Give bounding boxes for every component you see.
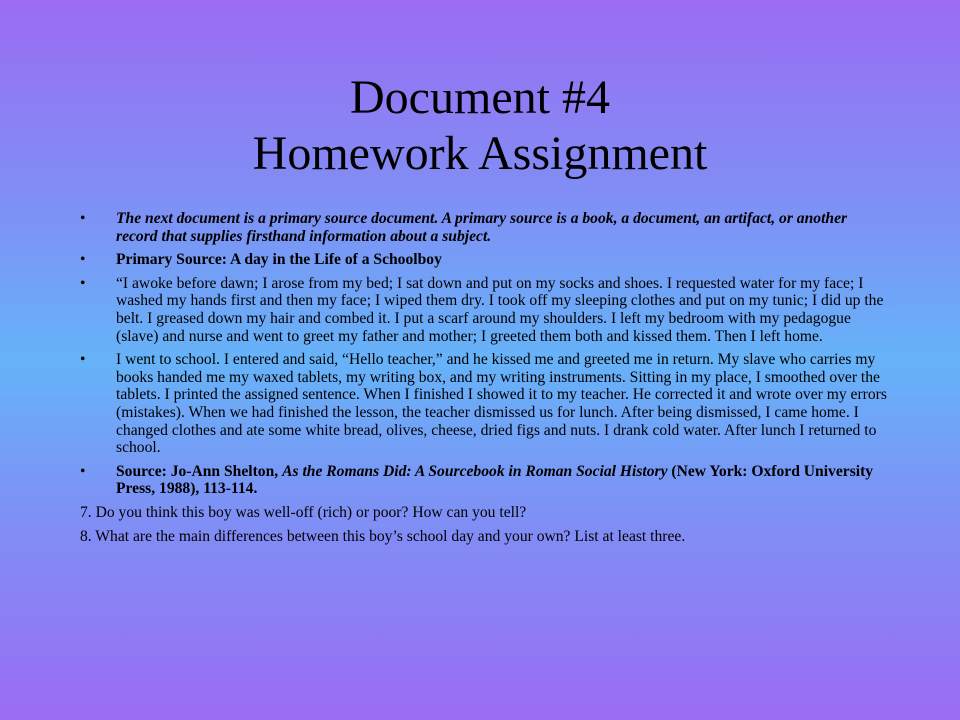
bullet-passage-1: • “I awoke before dawn; I arose from my bed; I sat down and put on my socks and shoes. I requested water for my face; I washed my hands first and then my face; I wiped them dry. I took off my sleeping clothes and put on my tunic; I did up the belt. I greased down my hair and combed it. I put a scarf around my shoulders. I left my bedroom with my pedagogue (slave) and nurse and went to greet my father and mother; I greeted them both and kissed them. Then I left home. xyxy=(80,275,890,345)
bullet-source-citation xyxy=(80,463,890,498)
source-suffix: (New York: Oxford University Press, 1988), 113-114. xyxy=(116,462,874,498)
question-8: 8. What are the main differences between this boy’s school day and your own? List at least three. xyxy=(80,527,686,545)
bullet-primary-source: • Primary Source: A day in the Life of a Schoolboy xyxy=(80,251,890,269)
slide-title xyxy=(0,70,960,182)
source-book-title: As the Romans Did: A Sourcebook in Roman Social History xyxy=(282,462,668,480)
slide-body xyxy=(80,210,890,551)
title-line-1: Document #4 xyxy=(350,71,610,124)
source-prefix: Source: Jo-Ann Shelton, xyxy=(116,462,283,480)
title-line-2: Homework Assignment xyxy=(252,127,708,180)
question-7: 7. Do you think this boy was well-off (rich) or poor? How can you tell? xyxy=(80,503,527,521)
bullet-passage-2: • I went to school. I entered and said, “Hello teacher,” and he kissed me and greeted me in return. My slave who carries my books handed me my waxed tablets, my writing box, and my writing instruments. Sitting in my place, I smoothed over the tablets. I printed the assigned sentence. When I finished I showed it to my teacher. He corrected it and wrote over my errors (mistakes). When we had finished the lesson, the teacher dismissed us for lunch. After being dismissed, I came home. I changed clothes and ate some white bread, olives, cheese, dried figs and nuts. I drank cold water. After lunch I returned to school. xyxy=(80,351,890,457)
bullet-intro: • The next document is a primary source document. A primary source is a book, a document, an artifact, or another record that supplies firsthand information about a subject. xyxy=(80,210,890,245)
